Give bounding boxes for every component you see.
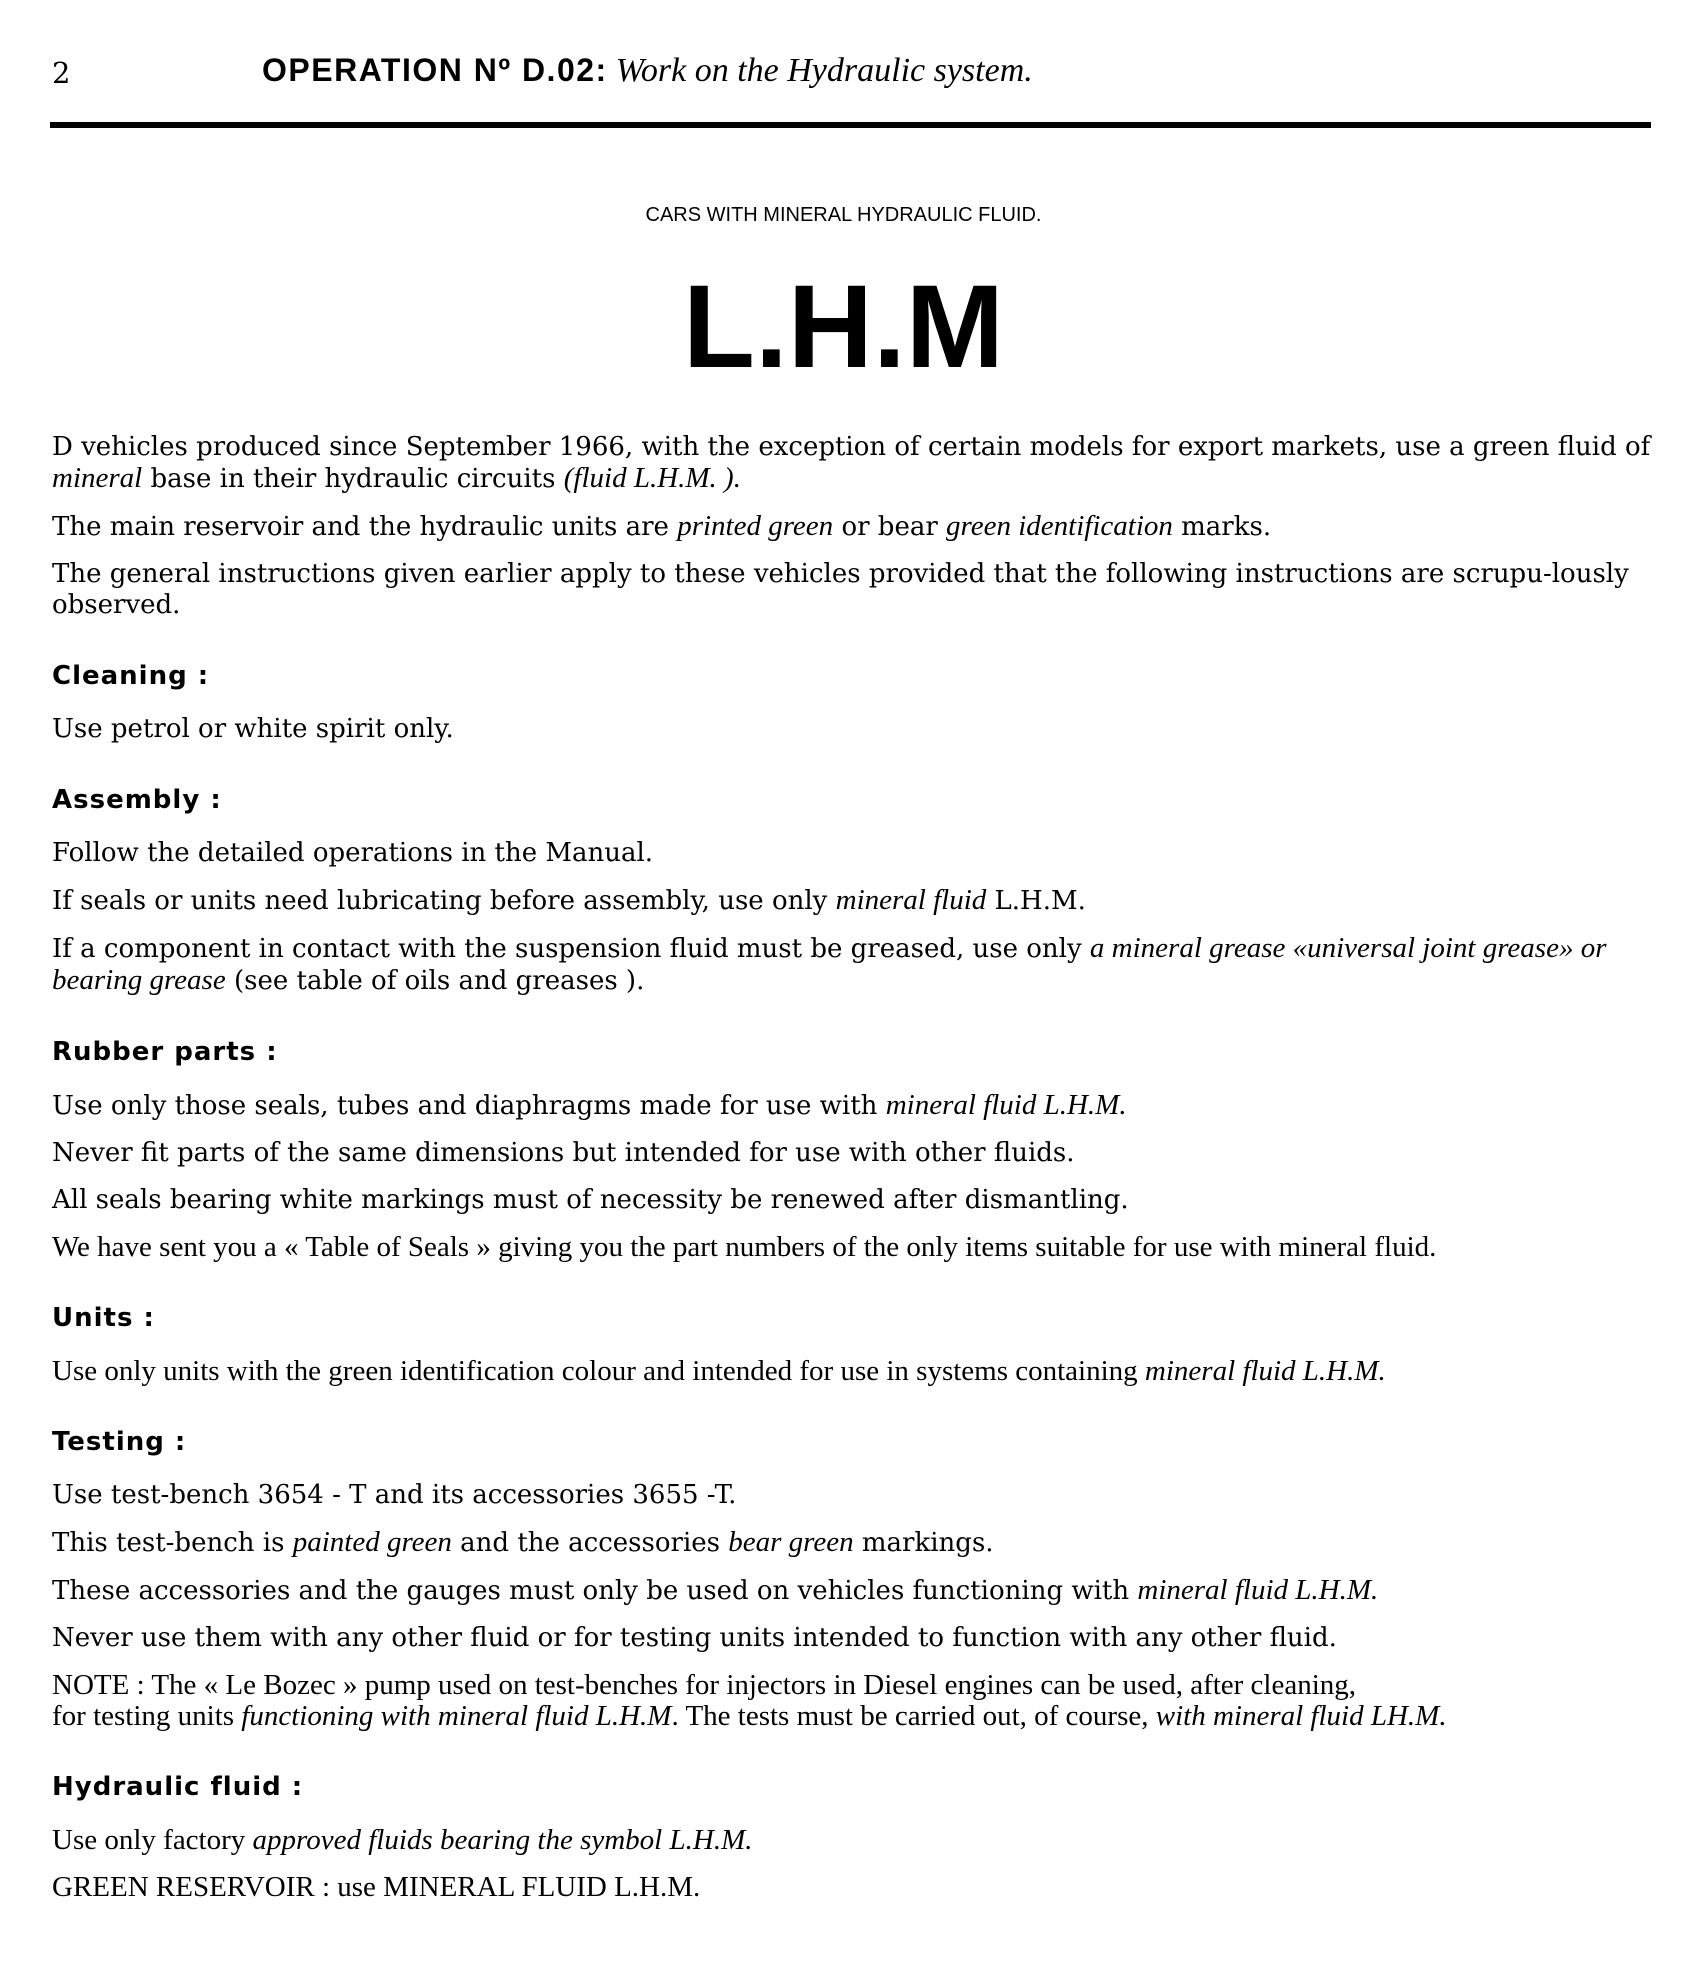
- cleaning-paragraph-1: Use petrol or white spirit only.: [52, 714, 454, 744]
- rubber-paragraph-1: [52, 1090, 1652, 1122]
- text-run: markings.: [853, 1528, 994, 1558]
- intro-paragraph-3: The general instructions given earlier apply to these vehicles provided that the following instructions are scrupu-lously observed.: [52, 559, 1629, 620]
- text-run: Use only those seals, tubes and diaphragms made for use with: [52, 1091, 886, 1121]
- assembly-paragraph-3: [52, 933, 1652, 997]
- section-heading-testing: Testing :: [52, 1427, 187, 1457]
- header-rule: [50, 122, 1651, 128]
- testing-paragraph-1: Use test-bench 3654 - T and its accessories 3655 -T.: [52, 1480, 737, 1510]
- testing-paragraph-2: [52, 1527, 1652, 1559]
- text-run: base in their hydraulic circuits: [142, 464, 564, 494]
- section-heading-rubber-parts: Rubber parts :: [52, 1037, 278, 1067]
- assembly-paragraph-2: [52, 885, 1652, 917]
- assembly-paragraph-1: Follow the detailed operations in the Manual.: [52, 838, 654, 868]
- rubber-paragraph-2: Never fit parts of the same dimensions but intended for use with other fluids.: [52, 1138, 1075, 1168]
- intro-paragraph-1: [52, 432, 1652, 495]
- text-run: NOTE : The « Le Bozec » pump used on test-benches for injectors in Diesel engines can be used, after cleaning,: [52, 1669, 1357, 1701]
- testing-paragraph-4: Never use them with any other fluid or for testing units intended to function with any other fluid.: [52, 1623, 1337, 1653]
- text-run: L.H.M.: [986, 886, 1086, 916]
- fluid-paragraph-2: GREEN RESERVOIR : use MINERAL FLUID L.H.M.: [52, 1871, 701, 1903]
- testing-paragraph-3: [52, 1575, 1652, 1607]
- text-run: Use only units with the green identification colour and intended for use in systems containing: [52, 1355, 1145, 1387]
- text-run-italic: painted green: [292, 1526, 452, 1558]
- text-run: This test-bench is: [52, 1528, 293, 1558]
- text-run: . The tests must be carried out, of course,: [671, 1700, 1156, 1732]
- text-run-italic: functioning with mineral fluid L.H.M: [241, 1700, 672, 1732]
- intro-paragraph-2: [52, 511, 1652, 543]
- section-heading-cleaning: Cleaning :: [52, 661, 210, 691]
- text-run-italic: printed green: [677, 510, 834, 542]
- text-run-italic: mineral fluid L.H.M.: [1137, 1574, 1379, 1606]
- text-run-italic: (fluid L.H.M. ).: [563, 462, 741, 494]
- text-run-italic: mineral fluid: [835, 884, 987, 916]
- text-run: Use only factory: [52, 1824, 253, 1856]
- rubber-paragraph-3: All seals bearing white markings must of necessity be renewed after dismantling.: [52, 1185, 1129, 1215]
- operation-title: [262, 52, 1033, 90]
- text-run-italic: with mineral fluid LH.M.: [1155, 1700, 1447, 1732]
- section-heading-assembly: Assembly :: [52, 785, 222, 815]
- text-run: and the accessories: [451, 1528, 729, 1558]
- page-header: [52, 48, 1652, 88]
- text-run: If a component in contact with the suspension fluid must be greased, use only: [52, 934, 1090, 964]
- text-run: D vehicles produced since September 1966, with the exception of certain models for export markets, use a green fluid of: [52, 432, 1651, 462]
- units-paragraph-1: [52, 1356, 1652, 1387]
- rubber-paragraph-4: We have sent you a « Table of Seals » giving you the part numbers of the only items suitable for use with mineral fluid.: [52, 1231, 1437, 1263]
- text-run: The main reservoir and the hydraulic units are: [52, 512, 678, 542]
- text-run-italic: a mineral grease «universal joint grease» or bearing grease: [52, 932, 1607, 996]
- text-run-italic: mineral fluid L.H.M.: [1144, 1355, 1386, 1387]
- text-run: If seals or units need lubricating before assembly, use only: [52, 886, 836, 916]
- operation-description: Work on the Hydraulic system.: [615, 52, 1033, 89]
- text-run-italic: approved fluids bearing the symbol L.H.M.: [252, 1824, 753, 1856]
- page-subtitle: CARS WITH MINERAL HYDRAULIC FLUID.: [645, 204, 1042, 226]
- fluid-paragraph-1: [52, 1825, 1652, 1856]
- text-run: (see table of oils and greases ).: [225, 966, 645, 996]
- text-run-italic: mineral fluid L.H.M.: [885, 1089, 1127, 1121]
- text-run: or bear: [833, 512, 947, 542]
- operation-code: OPERATION Nº D.02:: [262, 52, 608, 88]
- text-run: These accessories and the gauges must only be used on vehicles functioning with: [52, 1576, 1138, 1606]
- section-heading-units: Units :: [52, 1303, 155, 1333]
- text-run: marks.: [1172, 512, 1272, 542]
- text-run: for testing units: [52, 1700, 242, 1732]
- page-number: 2: [52, 56, 71, 90]
- testing-note: [52, 1670, 1652, 1732]
- text-run-italic: green identification: [946, 510, 1173, 542]
- text-run-italic: mineral: [52, 462, 143, 494]
- document-body: [52, 432, 1652, 1903]
- section-heading-hydraulic-fluid: Hydraulic fluid :: [52, 1772, 304, 1802]
- page-title: L.H.M: [682, 261, 1005, 393]
- text-run-italic: bear green: [728, 1526, 854, 1558]
